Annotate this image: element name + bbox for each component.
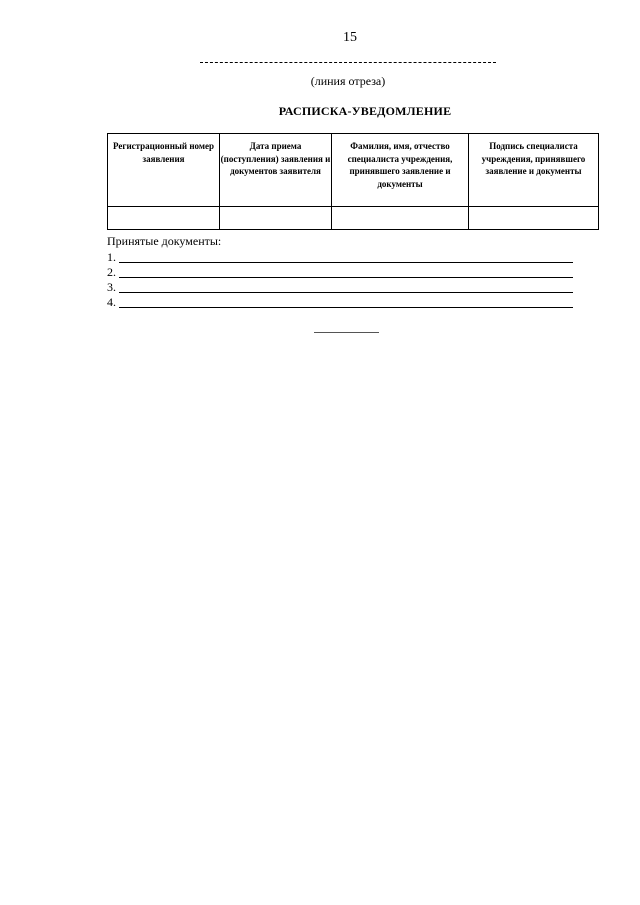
document-line-1[interactable] — [107, 250, 573, 265]
document-line-rule — [119, 277, 573, 278]
document-line-number: 3. — [107, 280, 116, 294]
accepted-documents-label: Принятые документы: — [107, 234, 222, 248]
document-line-rule — [119, 262, 573, 263]
table-cell-receipt-date[interactable] — [220, 207, 332, 230]
document-line-number: 1. — [107, 250, 116, 264]
document-line-3[interactable] — [107, 280, 573, 295]
table-cell-specialist-name[interactable] — [332, 207, 469, 230]
document-line-number: 4. — [107, 295, 116, 309]
column-header-specialist-signature: Подпись специалиста учреждения, принявшего заявление и документы — [469, 134, 599, 207]
document-line-rule — [119, 292, 573, 293]
table-cell-specialist-signature[interactable] — [469, 207, 599, 230]
column-header-registration-number: Регистрационный номер заявления — [108, 134, 220, 207]
receipt-table — [107, 133, 599, 230]
document-line-rule — [119, 307, 573, 308]
table-header-row — [108, 134, 599, 207]
document-line-4[interactable] — [107, 295, 573, 310]
cut-line-caption: (линия отреза) — [310, 74, 386, 88]
column-header-receipt-date: Дата приема (поступления) заявления и документов заявителя — [220, 134, 332, 207]
table-cell-registration-number[interactable] — [108, 207, 220, 230]
document-title: РАСПИСКА-УВЕДОМЛЕНИЕ — [278, 104, 452, 118]
document-line-number: 2. — [107, 265, 116, 279]
column-header-specialist-name: Фамилия, имя, отчество специалиста учреждения, принявшего заявление и документы — [332, 134, 469, 207]
end-divider — [314, 332, 379, 333]
document-line-2[interactable] — [107, 265, 573, 280]
cut-line — [200, 62, 496, 63]
page-number: 15 — [343, 30, 357, 45]
table-row — [108, 207, 599, 230]
